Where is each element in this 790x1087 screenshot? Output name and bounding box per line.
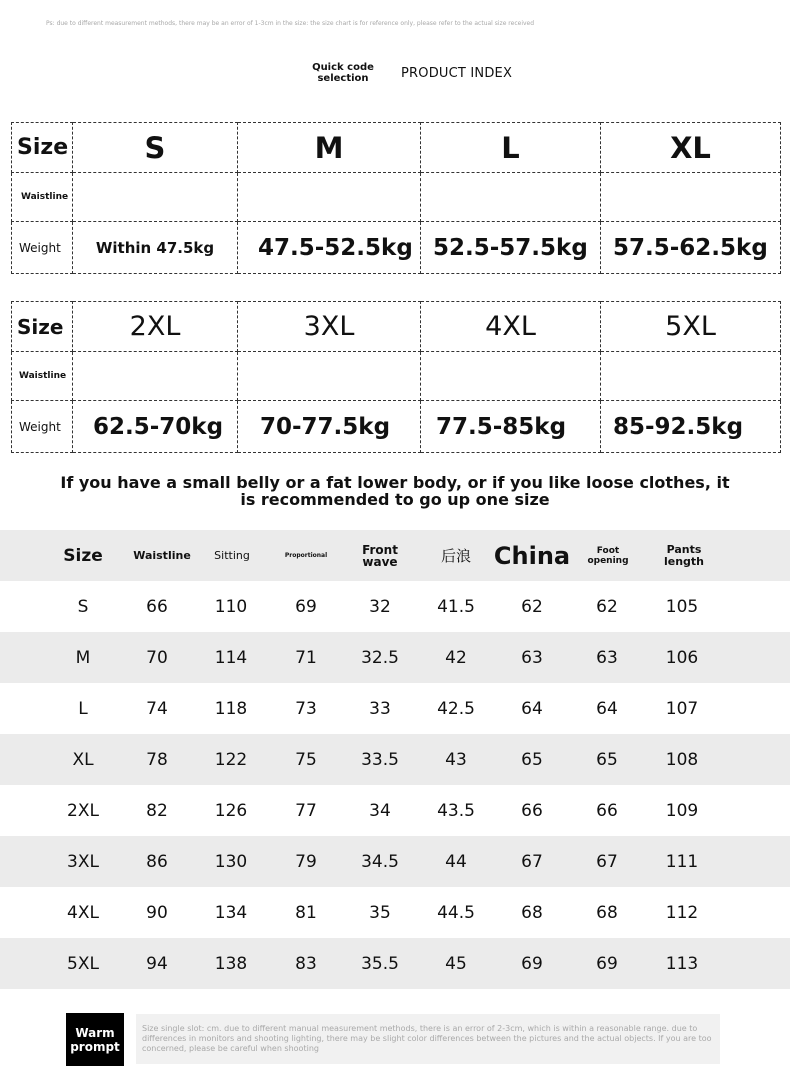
cell-china: 62: [521, 596, 543, 617]
cell-proportional: 73: [295, 698, 317, 719]
measurement-disclaimer: Ps: due to different measurement methods, there may be an error of 1-3cm in the size: the size chart is for reference only, please refer to the actual size received: [46, 20, 535, 27]
measurement-header-row: [0, 530, 790, 581]
size-cell: 2XL: [73, 302, 238, 352]
cell-sitting: 110: [214, 596, 248, 617]
header-sitting: Sitting: [214, 548, 250, 562]
size-row: [12, 302, 781, 352]
table-row: [0, 938, 790, 989]
cell-waistline: 82: [146, 800, 168, 821]
size-cell: M: [238, 123, 421, 173]
cell-pants-length: 113: [665, 953, 699, 974]
cell-foot-opening: 65: [596, 749, 618, 770]
cell-front-wave: 35: [369, 902, 391, 923]
header-proportional: Proportional: [284, 551, 328, 559]
table-row: [0, 632, 790, 683]
cell-front-wave: 34: [369, 800, 391, 821]
cell-foot-opening: 66: [596, 800, 618, 821]
size-cell: XL: [601, 123, 781, 173]
header-size: Size: [63, 545, 103, 566]
cell-front-wave: 35.5: [361, 953, 399, 974]
cell-foot-opening: 69: [596, 953, 618, 974]
cell-front-wave: 32.5: [361, 647, 399, 668]
cell-china: 67: [521, 851, 543, 872]
cell-proportional: 81: [295, 902, 317, 923]
cell-back-wave: 45: [445, 953, 467, 974]
weight-cell: 70-77.5kg: [238, 401, 421, 453]
cell-pants-length: 107: [665, 698, 699, 719]
measurement-body: [0, 581, 790, 989]
cell-waistline: 70: [146, 647, 168, 668]
cell-size: S: [77, 596, 89, 617]
product-index-title: PRODUCT INDEX: [401, 66, 513, 81]
cell-front-wave: 33.5: [361, 749, 399, 770]
size-table-large: [11, 301, 781, 453]
cell-sitting: 130: [214, 851, 248, 872]
cell-size: 5XL: [67, 953, 99, 974]
cell-proportional: 75: [295, 749, 317, 770]
weight-row: [12, 401, 781, 453]
cell-front-wave: 34.5: [361, 851, 399, 872]
waistline-cell: [73, 173, 238, 222]
waistline-row: [12, 173, 781, 222]
cell-back-wave: 43: [445, 749, 467, 770]
cell-proportional: 71: [295, 647, 317, 668]
weight-row-label: Weight: [12, 401, 73, 453]
cell-back-wave: 44: [445, 851, 467, 872]
cell-back-wave: 44.5: [437, 902, 475, 923]
table-row: [0, 734, 790, 785]
cell-pants-length: 105: [665, 596, 699, 617]
table-row: [0, 887, 790, 938]
header-back-wave: 后浪: [440, 546, 471, 565]
cell-china: 69: [521, 953, 543, 974]
cell-foot-opening: 64: [596, 698, 618, 719]
header-pants-length: Pants length: [663, 542, 705, 568]
cell-china: 66: [521, 800, 543, 821]
size-row-label: Size: [12, 123, 73, 173]
weight-cell: Within 47.5kg: [73, 222, 238, 274]
cell-proportional: 69: [295, 596, 317, 617]
cell-foot-opening: 63: [596, 647, 618, 668]
waistline-cell: [421, 173, 601, 222]
weight-cell: 77.5-85kg: [421, 401, 601, 453]
weight-cell: 85-92.5kg: [601, 401, 781, 453]
waistline-row-label: Waistline: [12, 173, 73, 222]
size-cell: 3XL: [238, 302, 421, 352]
cell-pants-length: 106: [665, 647, 699, 668]
header-waistline: Waistline: [133, 548, 191, 562]
waistline-cell: [238, 352, 421, 401]
size-cell: 5XL: [601, 302, 781, 352]
size-up-note: If you have a small belly or a fat lower body, or if you like loose clothes, it is recommended to go up one size: [60, 473, 730, 509]
table-row: [0, 581, 790, 632]
table-row: [0, 836, 790, 887]
cell-proportional: 79: [295, 851, 317, 872]
warm-prompt-text: Size single slot: cm. due to different manual measurement methods, there is an error of 2-3cm, which is within a reasonable range. due to differences in monitors and shooting lighting, there may be slight color differences between the pictures and the actual objects. If you are too concerned, please be careful when shooting: [136, 1014, 720, 1064]
table-row: [0, 683, 790, 734]
header-china: China: [493, 541, 571, 570]
weight-row-label: Weight: [12, 222, 73, 274]
waistline-row: [12, 352, 781, 401]
weight-row: [12, 222, 781, 274]
waistline-cell: [601, 173, 781, 222]
weight-cell: 62.5-70kg: [73, 401, 238, 453]
size-row: [12, 123, 781, 173]
waistline-cell: [421, 352, 601, 401]
cell-foot-opening: 68: [596, 902, 618, 923]
cell-sitting: 118: [214, 698, 248, 719]
cell-size: M: [75, 647, 91, 668]
cell-waistline: 78: [146, 749, 168, 770]
waistline-row-label: Waistline: [12, 352, 73, 401]
cell-sitting: 134: [214, 902, 248, 923]
cell-back-wave: 41.5: [437, 596, 475, 617]
weight-cell: 52.5-57.5kg: [421, 222, 601, 274]
cell-proportional: 83: [295, 953, 317, 974]
cell-pants-length: 112: [665, 902, 699, 923]
waistline-cell: [601, 352, 781, 401]
cell-foot-opening: 62: [596, 596, 618, 617]
cell-pants-length: 108: [665, 749, 699, 770]
size-cell: L: [421, 123, 601, 173]
quick-code-label: Quick code selection: [312, 62, 374, 84]
cell-size: XL: [72, 749, 94, 770]
cell-china: 64: [521, 698, 543, 719]
cell-size: 3XL: [67, 851, 99, 872]
cell-pants-length: 109: [665, 800, 699, 821]
cell-waistline: 86: [146, 851, 168, 872]
cell-size: 4XL: [67, 902, 99, 923]
cell-sitting: 126: [214, 800, 248, 821]
cell-waistline: 90: [146, 902, 168, 923]
header-front-wave: Front wave: [362, 542, 398, 569]
header-foot-opening: Foot opening: [587, 545, 629, 566]
cell-proportional: 77: [295, 800, 317, 821]
cell-front-wave: 32: [369, 596, 391, 617]
cell-front-wave: 33: [369, 698, 391, 719]
cell-size: L: [78, 698, 88, 719]
cell-china: 63: [521, 647, 543, 668]
cell-waistline: 94: [146, 953, 168, 974]
waistline-cell: [73, 352, 238, 401]
cell-sitting: 114: [214, 647, 248, 668]
size-table-small: [11, 122, 781, 274]
warm-prompt-label: Warm prompt: [66, 1013, 124, 1066]
cell-waistline: 66: [146, 596, 168, 617]
weight-cell: 47.5-52.5kg: [238, 222, 421, 274]
size-cell: 4XL: [421, 302, 601, 352]
cell-foot-opening: 67: [596, 851, 618, 872]
cell-china: 68: [521, 902, 543, 923]
cell-pants-length: 111: [665, 851, 699, 872]
cell-china: 65: [521, 749, 543, 770]
cell-waistline: 74: [146, 698, 168, 719]
waistline-cell: [238, 173, 421, 222]
cell-back-wave: 42.5: [437, 698, 475, 719]
measurement-table: [0, 530, 790, 989]
cell-back-wave: 42: [445, 647, 467, 668]
cell-sitting: 138: [214, 953, 248, 974]
table-row: [0, 785, 790, 836]
size-cell: S: [73, 123, 238, 173]
cell-sitting: 122: [214, 749, 248, 770]
cell-size: 2XL: [67, 800, 99, 821]
size-row-label: Size: [12, 302, 73, 352]
cell-back-wave: 43.5: [437, 800, 475, 821]
weight-cell: 57.5-62.5kg: [601, 222, 781, 274]
